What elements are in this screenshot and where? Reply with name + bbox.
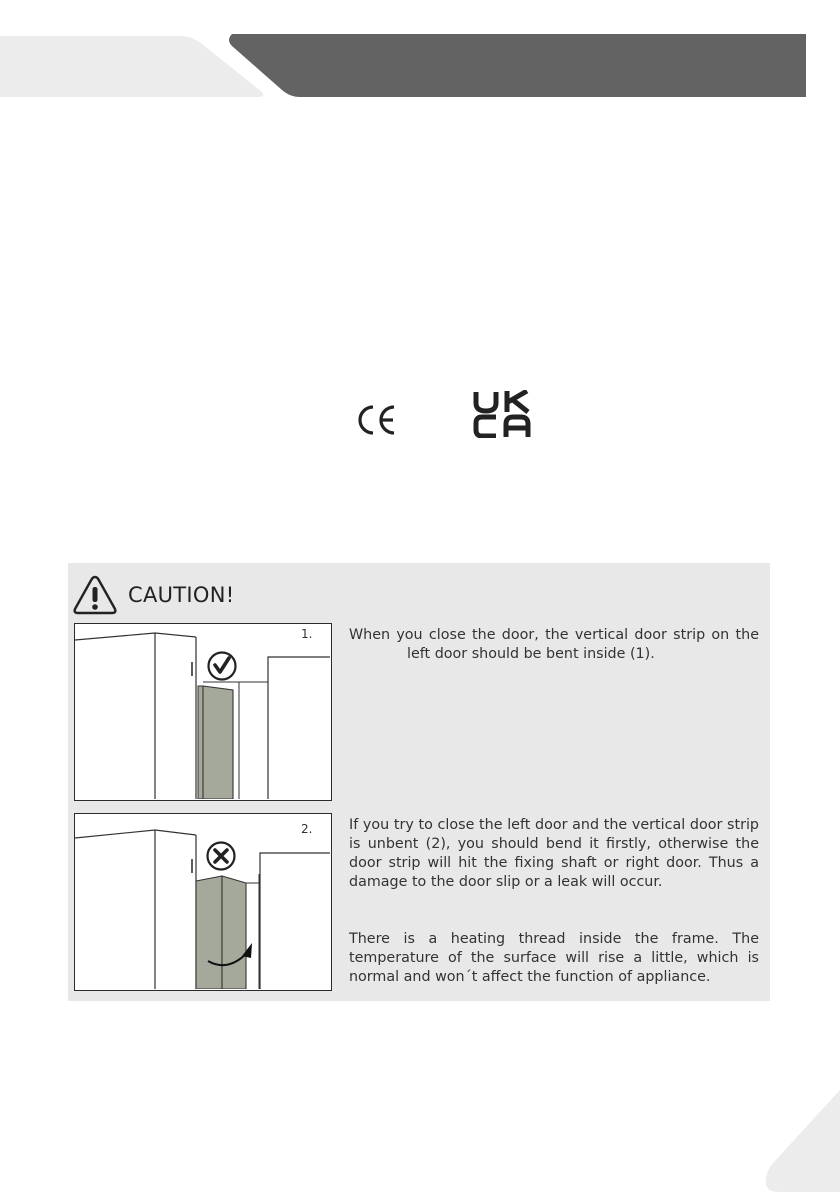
- caution-title: CAUTION!: [128, 583, 235, 607]
- paragraph-1: [349, 626, 759, 664]
- header-banner: [0, 0, 840, 110]
- figure-2: [74, 813, 332, 991]
- figure-1: [74, 623, 332, 801]
- figure-2-number: 2.: [301, 822, 313, 836]
- header-tab-light: [0, 36, 263, 97]
- figure-1-number: 1.: [301, 627, 313, 641]
- ce-mark: [356, 404, 398, 436]
- page-corner-tab: [764, 1090, 840, 1192]
- paragraph-1-part2: left door should be bent inside (1).: [407, 646, 655, 662]
- paragraph-1-part1: When you close the door, the vertical door strip on the: [349, 627, 759, 643]
- cross-icon: [205, 840, 237, 872]
- check-icon: [206, 650, 238, 682]
- warning-triangle-icon: [72, 574, 118, 616]
- paragraph-2: If you try to close the left door and the vertical door strip is unbent (2), you should bend it firstly, otherwise the door strip will hit the fixing shaft or right door. Thus a damage to the door slip or a leak will occur.: [349, 817, 759, 890]
- paragraph-3: There is a heating thread inside the frame. The temperature of the surface will rise a little, which is normal and won´t affect the function of appliance.: [349, 931, 759, 985]
- header-tab-dark: [229, 34, 806, 97]
- ukca-mark: [472, 390, 536, 438]
